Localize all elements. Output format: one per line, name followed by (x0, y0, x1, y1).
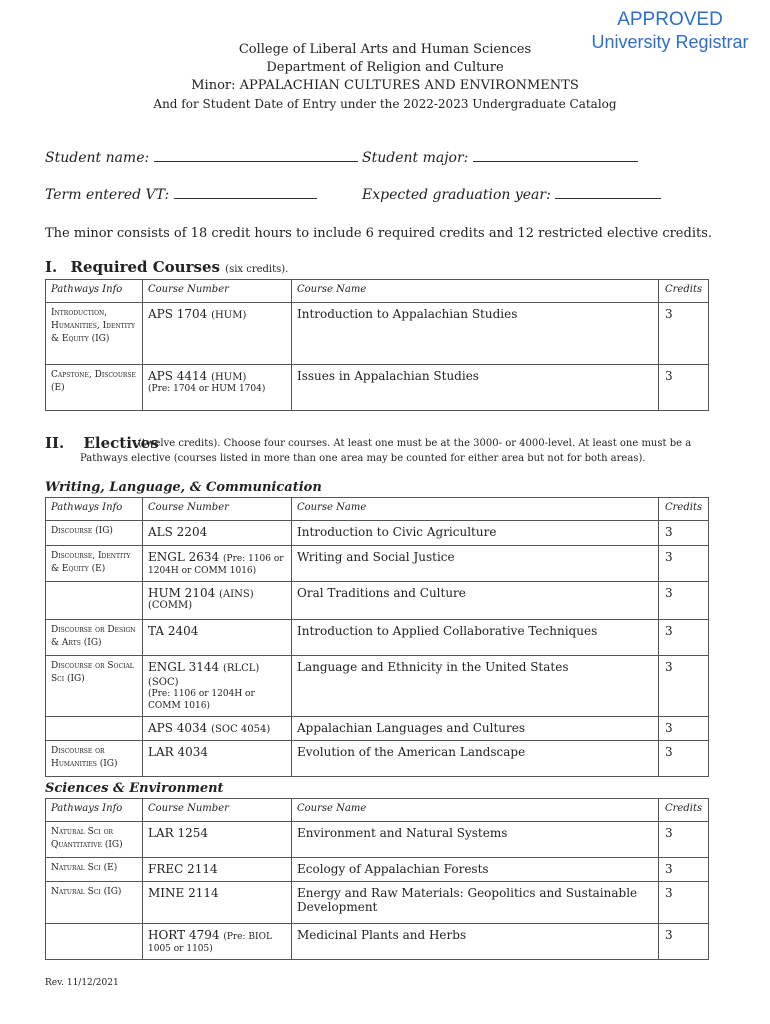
course-number: MINE 2114 (143, 882, 292, 924)
electives-section-title: Electives (83, 434, 159, 452)
course-number: APS 4414 (148, 369, 208, 383)
credits: 3 (659, 582, 709, 620)
col-course-name: Course Name (292, 799, 659, 822)
pathways-info: Introduction, Humanities, Identity & Equity (IG) (46, 303, 143, 365)
pathways-info: Discourse or Social Sci (IG) (46, 656, 143, 717)
college-name: College of Liberal Arts and Human Sciences (238, 42, 532, 57)
course-number-cell (143, 303, 292, 365)
expected-graduation-label: Expected graduation year: (362, 187, 551, 203)
course-number: HUM 2104 (148, 586, 216, 600)
table-row (46, 858, 709, 882)
table-row (46, 717, 709, 741)
course-number: TA 2404 (143, 620, 292, 656)
student-major-label: Student major: (362, 150, 469, 166)
required-courses-table (45, 279, 709, 411)
electives-section-number: II. (45, 434, 65, 452)
table-row (46, 582, 709, 620)
course-number: LAR 4034 (143, 741, 292, 777)
course-name: Appalachian Languages and Cultures (292, 717, 659, 741)
table-row (46, 882, 709, 924)
course-name: Energy and Raw Materials: Geopolitics and Sustainable Development (292, 882, 659, 924)
intro-text: The minor consists of 18 credit hours to include 6 required credits and 12 restricted elective credits. (45, 226, 713, 241)
sciences-courses-table (45, 798, 709, 960)
pathways-info: Capstone, Discourse (E) (46, 365, 143, 411)
course-number: FREC 2114 (143, 858, 292, 882)
credits: 3 (659, 741, 709, 777)
student-name-line[interactable] (154, 147, 358, 162)
course-name: Introduction to Appalachian Studies (292, 303, 659, 365)
pathways-info: Natural Sci (IG) (46, 882, 143, 924)
course-number: LAR 1254 (143, 822, 292, 858)
course-name: Oral Traditions and Culture (292, 582, 659, 620)
col-course-number: Course Number (143, 280, 292, 303)
prerequisite: 1005 or 1105) (148, 944, 213, 954)
credits: 3 (659, 822, 709, 858)
course-tag: (Pre: BIOL (223, 932, 272, 942)
table-row (46, 924, 709, 960)
course-tag: (Pre: 1106 or (223, 554, 284, 564)
course-number: ENGL 2634 (148, 550, 220, 564)
course-number: ENGL 3144 (148, 660, 220, 674)
expected-graduation-field[interactable] (362, 184, 661, 203)
course-number-cell (143, 924, 292, 960)
credits: 3 (659, 546, 709, 582)
credits: 3 (659, 365, 709, 411)
col-pathways: Pathways Info (46, 498, 143, 521)
credits: 3 (659, 303, 709, 365)
department-name: Department of Religion and Culture (266, 60, 504, 75)
minor-title: Minor: APPALACHIAN CULTURES AND ENVIRONMENTS (191, 78, 579, 93)
pathways-info: Discourse, Identity & Equity (E) (46, 546, 143, 582)
credits: 3 (659, 924, 709, 960)
term-entered-field[interactable] (45, 184, 317, 203)
course-number: APS 4034 (148, 721, 208, 735)
table-header-row (46, 498, 709, 521)
course-number-cell (143, 365, 292, 411)
table-row (46, 656, 709, 717)
course-name: Writing and Social Justice (292, 546, 659, 582)
table-row (46, 521, 709, 546)
table-row (46, 822, 709, 858)
col-credits: Credits (659, 799, 709, 822)
student-name-field[interactable] (45, 147, 358, 166)
pathways-info (46, 924, 143, 960)
table-header-row (46, 799, 709, 822)
table-row (46, 741, 709, 777)
course-number: ALS 2204 (143, 521, 292, 546)
document-header (0, 41, 770, 113)
student-major-line[interactable] (473, 147, 638, 162)
col-course-number: Course Number (143, 799, 292, 822)
pathways-info: Discourse (IG) (46, 521, 143, 546)
course-tag: (AINS) (219, 589, 254, 600)
course-tag: (SOC 4054) (211, 724, 271, 735)
term-entered-line[interactable] (174, 184, 317, 199)
pathways-info: Natural Sci or Quantitative (IG) (46, 822, 143, 858)
course-name: Medicinal Plants and Herbs (292, 924, 659, 960)
writing-courses-table (45, 497, 709, 777)
stamp-approved: APPROVED (617, 9, 723, 30)
course-number-cell (143, 546, 292, 582)
course-tag: (HUM) (211, 372, 247, 383)
student-name-label: Student name: (45, 150, 150, 166)
col-course-number: Course Number (143, 498, 292, 521)
expected-graduation-line[interactable] (555, 184, 661, 199)
revision-date: Rev. 11/12/2021 (45, 978, 119, 988)
course-tag: (RLCL) (SOC) (148, 663, 260, 688)
credits: 3 (659, 620, 709, 656)
course-tag: (HUM) (211, 310, 247, 321)
course-name: Language and Ethnicity in the United States (292, 656, 659, 717)
pathways-info (46, 582, 143, 620)
course-number-cell (143, 582, 292, 620)
table-row (46, 546, 709, 582)
writing-subheading: Writing, Language, & Communication (45, 480, 322, 495)
col-credits: Credits (659, 498, 709, 521)
electives-section-note: (twelve credits). Choose four courses. At least one must be at the 3000- or 4000-level. At least one must be a Pathways elective (courses listed in more than one area may be counted for either area but not for both areas). (80, 438, 692, 464)
credits: 3 (659, 717, 709, 741)
sciences-subheading: Sciences & Environment (45, 781, 224, 796)
required-section-note: (six credits). (225, 264, 289, 275)
required-section-number: I. (45, 258, 58, 276)
col-course-name: Course Name (292, 498, 659, 521)
course-number-cell (143, 717, 292, 741)
course-name: Ecology of Appalachian Forests (292, 858, 659, 882)
credits: 3 (659, 521, 709, 546)
credits: 3 (659, 858, 709, 882)
stamp-registrar: University Registrar (591, 32, 749, 52)
col-credits: Credits (659, 280, 709, 303)
table-row (46, 303, 709, 365)
table-row (46, 365, 709, 411)
credits: 3 (659, 656, 709, 717)
prerequisite: 1204H or COMM 1016) (148, 566, 257, 576)
course-name: Introduction to Applied Collaborative Techniques (292, 620, 659, 656)
course-number-cell (143, 656, 292, 717)
term-entered-label: Term entered VT: (45, 187, 170, 203)
col-pathways: Pathways Info (46, 280, 143, 303)
catalog-note: And for Student Date of Entry under the 2022-2023 Undergraduate Catalog (153, 97, 617, 111)
required-section-heading (45, 258, 288, 276)
col-pathways: Pathways Info (46, 799, 143, 822)
prerequisite: (Pre: 1106 or 1204H or COMM 1016) (148, 689, 255, 711)
course-name: Introduction to Civic Agriculture (292, 521, 659, 546)
course-name: Evolution of the American Landscape (292, 741, 659, 777)
student-major-field[interactable] (362, 147, 638, 166)
course-name: Issues in Appalachian Studies (292, 365, 659, 411)
pathways-info: Natural Sci (E) (46, 858, 143, 882)
course-number: APS 1704 (148, 307, 208, 321)
pathways-info: Discourse or Humanities (IG) (46, 741, 143, 777)
course-name: Environment and Natural Systems (292, 822, 659, 858)
table-header-row (46, 280, 709, 303)
col-course-name: Course Name (292, 280, 659, 303)
pathways-info (46, 717, 143, 741)
table-row (46, 620, 709, 656)
required-section-title: Required Courses (70, 258, 220, 276)
pathways-info: Discourse or Design & Arts (IG) (46, 620, 143, 656)
prerequisite: (COMM) (148, 600, 193, 611)
credits: 3 (659, 882, 709, 924)
course-number: HORT 4794 (148, 928, 220, 942)
prerequisite: (Pre: 1704 or HUM 1704) (148, 384, 266, 394)
